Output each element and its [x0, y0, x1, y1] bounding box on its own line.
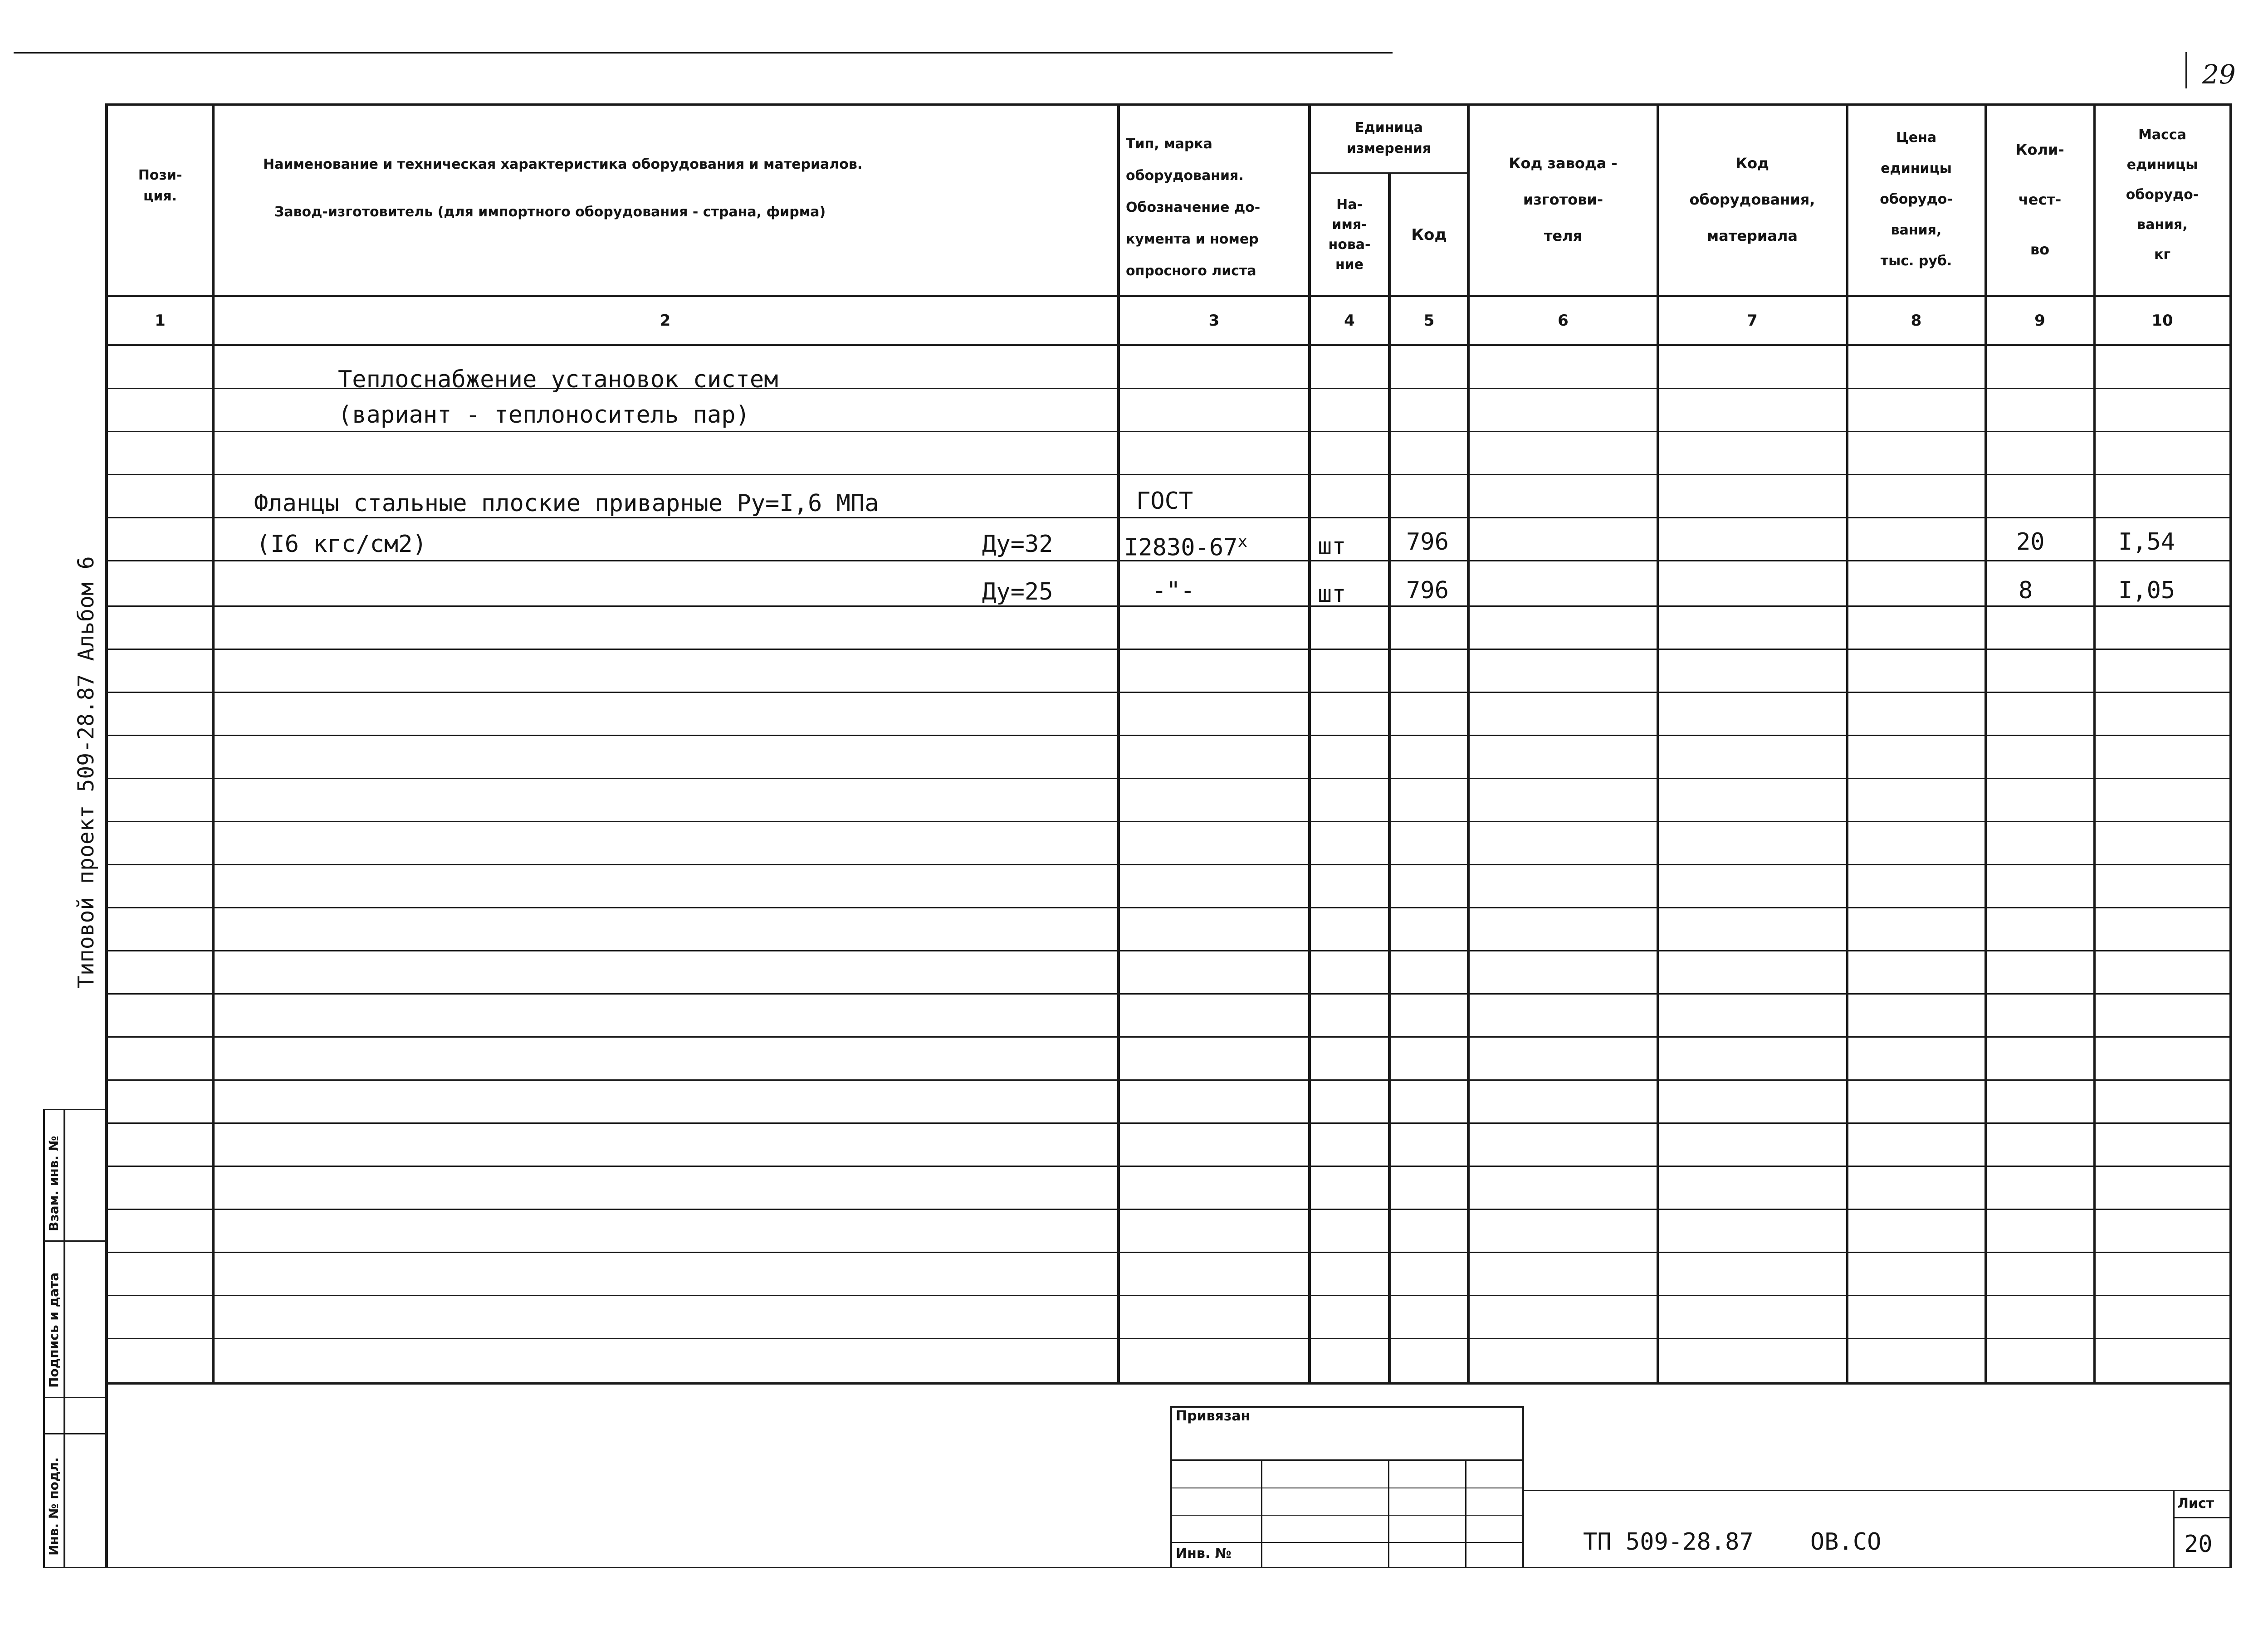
header-unit-group: Единица измерения	[1346, 120, 1432, 156]
col-number-9: 9	[2034, 311, 2045, 330]
unit-code-2: 796	[1406, 577, 1449, 604]
col-number-10: 10	[2151, 311, 2173, 330]
col-number-8: 8	[1911, 311, 1922, 330]
col-number-5: 5	[1423, 311, 1435, 330]
mass-1: I,54	[2118, 528, 2175, 556]
sheet-number: 20	[2184, 1531, 2213, 1558]
section-title-line-2: (вариант - теплоноситель пар)	[338, 401, 750, 429]
col-number-2: 2	[660, 311, 671, 330]
inv-no-label: Инв. №	[1176, 1546, 1232, 1561]
stamp-original-inv: Инв. № подл.	[46, 1457, 61, 1556]
col-number-4: 4	[1344, 311, 1355, 330]
item-name-line-2: (I6 кгс/см2)	[256, 531, 427, 558]
header-name-line-2: Завод-изготовитель (для импортного оборудования - страна, фирма)	[274, 204, 826, 220]
page-number: 29	[2202, 59, 2236, 90]
doc-number	[1124, 528, 1247, 561]
header-equipment-code: Код оборудования, материала	[1689, 155, 1815, 244]
item-du-25: Ду=25	[982, 578, 1053, 605]
quantity-2: 8	[2019, 577, 2033, 604]
stamp-signature-date: Подпись и дата	[46, 1272, 61, 1388]
sheet-label: Лист	[2177, 1496, 2214, 1512]
mass-2: I,05	[2118, 577, 2175, 604]
col-number-6: 6	[1558, 311, 1569, 330]
doc-number-superscript: x	[1237, 532, 1248, 551]
unit-name-2: шт	[1318, 580, 1346, 608]
header-name-line-1: Наименование и техническая характеристика оборудования и материалов.	[263, 156, 863, 172]
header-unit-name: На- имя- нова- ние	[1328, 196, 1371, 273]
page-number-bracket	[2185, 52, 2187, 88]
col-number-1: 1	[155, 311, 166, 330]
doc-number-text: I2830-67	[1124, 534, 1238, 561]
col-number-3: 3	[1208, 311, 1220, 330]
document-designation: ТП 509-28.87 ОВ.СО	[1583, 1528, 1882, 1556]
header-type-mark: Тип, марка оборудования. Обозначение до- кумента и номер опросного листа	[1126, 136, 1261, 279]
unit-code-1: 796	[1406, 528, 1449, 556]
header-manufacturer-code: Код завода - изготови- теля	[1509, 155, 1618, 244]
top-rule	[14, 52, 1393, 54]
unit-name-1: шт	[1318, 533, 1346, 560]
header-quantity: Коли- чест- во	[2015, 141, 2064, 258]
side-project-label: Типовой проект 509-28.87 Альбом 6	[73, 556, 99, 989]
col-number-7: 7	[1747, 311, 1758, 330]
header-price: Цена единицы оборудо- вания, тыс. руб.	[1880, 130, 1953, 269]
item-du-32: Ду=32	[982, 531, 1053, 558]
item-name-line-1: Фланцы стальные плоские приварные Ру=I,6 МПа	[254, 490, 879, 517]
doc-ditto: -"-	[1152, 577, 1195, 604]
header-mass: Масса единицы оборудо- вания, кг	[2126, 127, 2199, 263]
section-title-line-1: Теплоснабжение установок систем	[338, 366, 778, 393]
doc-gost: ГОСТ	[1136, 488, 1193, 515]
header-position: Пози- ция.	[138, 167, 182, 204]
quantity-1: 20	[2016, 528, 2045, 556]
privyazan-label: Привязан	[1176, 1408, 1251, 1424]
header-unit-code: Код	[1411, 225, 1447, 244]
stamp-replacement-inv: Взам. инв. №	[46, 1136, 61, 1231]
